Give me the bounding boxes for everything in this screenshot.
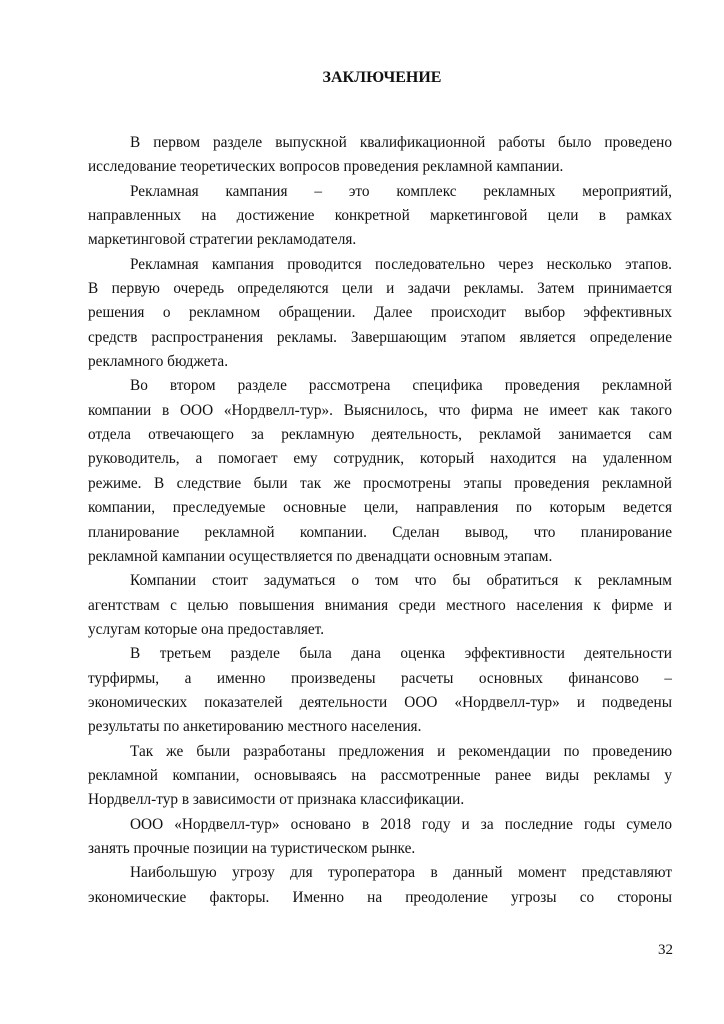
text-line: направленных на достижение конкретной маркетинговой цели в рамках: [88, 207, 672, 225]
text-line: турфирмы, а именно произведены расчеты основных финансово –: [88, 669, 672, 687]
page-number: 32: [658, 942, 673, 958]
text-line: маркетинговой стратегии рекламодателя.: [88, 231, 357, 249]
text-line: результаты по анкетированию местного населения.: [88, 718, 422, 736]
text-line: исследование теоретических вопросов проведения рекламной кампании.: [88, 158, 564, 176]
text-line: компании в ООО «Нордвелл-тур». Выяснилось, что фирма не имеет как такого: [88, 401, 672, 419]
text-line: В третьем разделе была дана оценка эффективности деятельности: [130, 645, 672, 663]
text-line: занять прочные позиции на туристическом рынке.: [88, 839, 416, 857]
text-line: режиме. В следствие были так же просмотрены этапы проведения рекламной: [88, 474, 672, 492]
paragraph-lines: [88, 131, 672, 910]
text-line: Рекламная кампания – это комплекс рекламных мероприятий,: [130, 182, 672, 200]
text-line: компании, преследуемые основные цели, направления по которым ведется: [88, 499, 672, 517]
page-title: ЗАКЛЮЧЕНИЕ: [322, 69, 442, 86]
text-line: В первую очередь определяются цели и задачи рекламы. Затем принимается: [88, 280, 672, 298]
text-line: экономические факторы. Именно на преодоление угрозы со стороны: [88, 888, 672, 906]
text-line: Нордвелл-тур в зависимости от признака классификации.: [88, 791, 465, 809]
text-line: В первом разделе выпускной квалификационной работы было проведено: [130, 134, 672, 151]
text-line: Рекламная кампания проводится последовательно через несколько этапов.: [130, 255, 672, 273]
text-line: руководитель, а помогает ему сотрудник, который находится на удаленном: [88, 450, 672, 468]
text-line: ООО «Нордвелл-тур» основано в 2018 году и за последние годы сумело: [130, 815, 672, 833]
text-line: решения о рекламном обращении. Далее происходит выбор эффективных: [88, 304, 672, 322]
text-line: средств распространения рекламы. Завершающим этапом является определение: [88, 328, 672, 346]
text-line: рекламного бюджета.: [88, 353, 229, 371]
text-line: агентствам с целью повышения внимания среди местного населения к фирме и: [88, 596, 672, 614]
text-line: экономических показателей деятельности ООО «Нордвелл-тур» и подведены: [88, 693, 672, 711]
text-line: Наибольшую угрозу для туроператора в данный момент представляют: [130, 864, 672, 882]
text-line: планирование рекламной компании. Сделан вывод, что планирование: [88, 523, 672, 541]
text-line: отдела отвечающего за рекламную деятельность, рекламой занимается сам: [88, 426, 672, 444]
text-line: рекламной кампании осуществляется по двенадцати основным этапам.: [88, 547, 553, 565]
body-text: [88, 131, 672, 910]
text-line: Во втором разделе рассмотрена специфика проведения рекламной: [130, 377, 672, 395]
text-line: услугам которые она предоставляет.: [88, 620, 325, 638]
text-line: Компании стоит задуматься о том что бы обратиться к рекламным: [130, 572, 672, 590]
text-line: Так же были разработаны предложения и рекомендации по проведению: [130, 742, 672, 760]
text-line: рекламной компании, основываясь на рассмотренные ранее виды рекламы у: [88, 766, 672, 784]
